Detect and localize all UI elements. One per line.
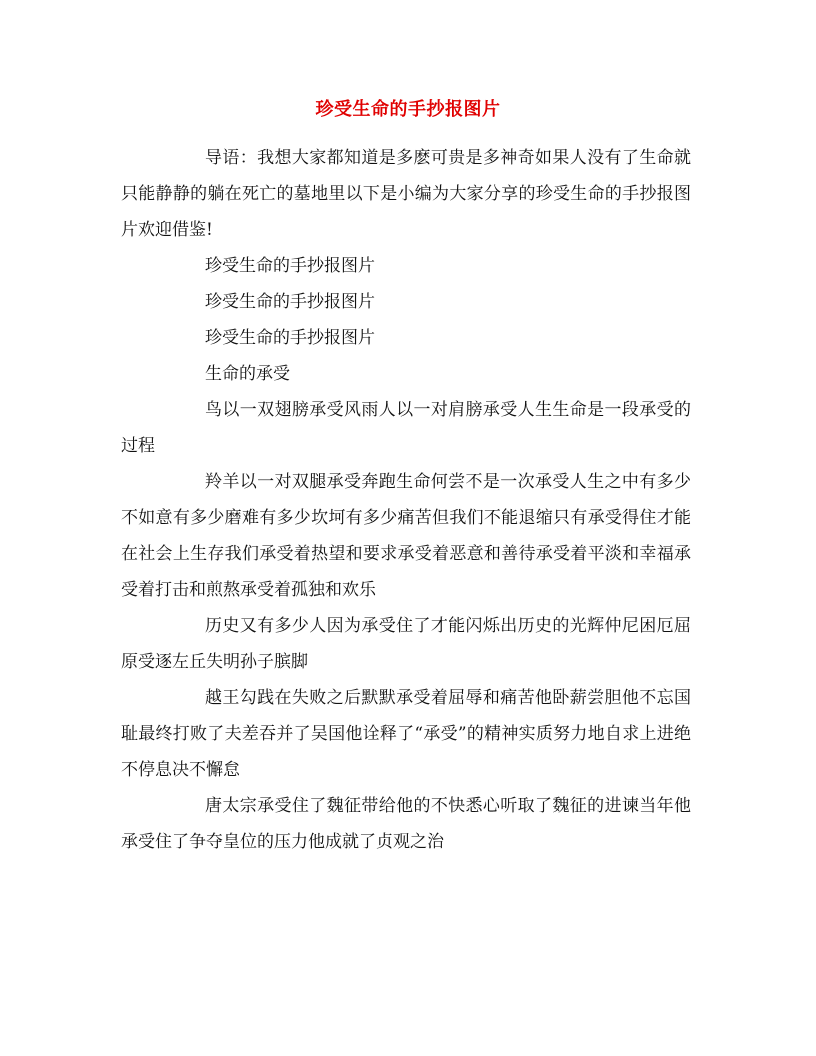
document-body (121, 140, 691, 860)
paragraph-image-caption-1: 珍受生命的手抄报图片 (205, 256, 375, 276)
paragraph-image-caption-2: 珍受生命的手抄报图片 (205, 292, 375, 312)
paragraph-image-caption-3: 珍受生命的手抄报图片 (205, 328, 375, 348)
paragraph-intro: 导语：我想大家都知道是多麽可贵是多神奇如果人没有了生命就只能静静的躺在死亡的墓地里以下是小编为大家分享的珍受生命的手抄报图片欢迎借鉴! (121, 148, 691, 240)
paragraph-antelope: 羚羊以一对双腿承受奔跑生命何尝不是一次承受人生之中有多少不如意有多少磨难有多少坎坷有多少痛苦但我们不能退缩只有承受得住才能在社会上生存我们承受着热望和要求承受着恶意和善待承受着平淡和幸福承受着打击和煎熬承受着孤独和欢乐 (121, 472, 691, 600)
document-title: 珍受生命的手抄报图片 (315, 99, 501, 120)
paragraph-goujian: 越王勾践在失败之后默默承受着屈辱和痛苦他卧薪尝胆他不忘国耻最终打败了夫差吞并了吴国他诠释了“承受”的精神实质努力地自求上进绝不停息决不懈怠 (121, 688, 691, 780)
paragraph-bird: 鸟以一双翅膀承受风雨人以一对肩膀承受人生生命是一段承受的过程 (121, 400, 691, 456)
paragraph-taizong: 唐太宗承受住了魏征带给他的不快悉心听取了魏征的进谏当年他承受住了争夺皇位的压力他成就了贞观之治 (121, 796, 691, 852)
paragraph-history: 历史又有多少人因为承受住了才能闪烁出历史的光辉仲尼困厄屈原受逐左丘失明孙子膑脚 (121, 616, 691, 672)
section-heading: 生命的承受 (205, 364, 290, 384)
